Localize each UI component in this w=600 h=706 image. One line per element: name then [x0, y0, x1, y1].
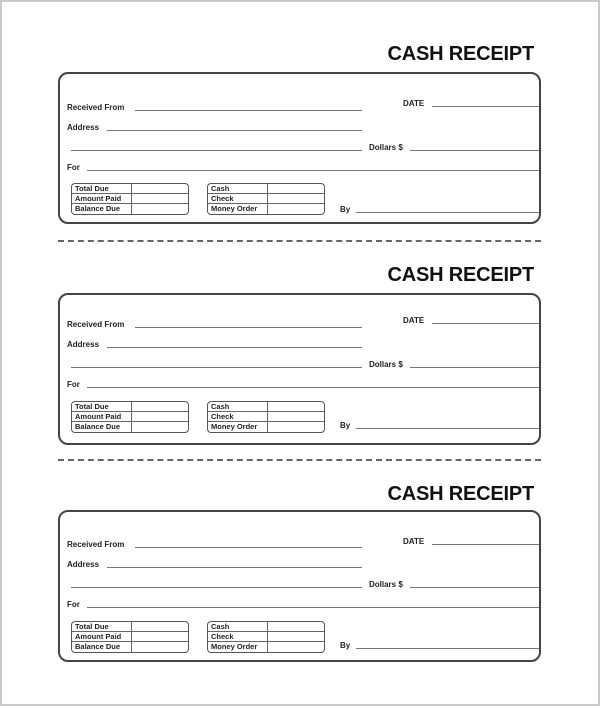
- cut-line-2: [58, 459, 541, 461]
- money-order-label: Money Order: [211, 204, 258, 213]
- for-field[interactable]: [87, 387, 539, 388]
- by-label: By: [340, 641, 351, 650]
- dollars-label: Dollars $: [369, 143, 403, 152]
- amount-table: [71, 621, 189, 653]
- balance-due-row: [72, 642, 188, 652]
- for-label: For: [67, 600, 80, 609]
- check-row: [208, 412, 324, 422]
- money-order-label: Money Order: [211, 642, 258, 651]
- amount-paid-label: Amount Paid: [75, 194, 122, 203]
- received-from-field[interactable]: [135, 110, 362, 111]
- cash-label: Cash: [211, 402, 230, 411]
- receipt-1: [0, 42, 600, 242]
- cash-row: [208, 622, 324, 632]
- amount-paid-label: Amount Paid: [75, 632, 122, 641]
- received-from-field[interactable]: [135, 547, 362, 548]
- date-field[interactable]: [432, 323, 539, 324]
- amount-paid-field[interactable]: [131, 412, 188, 422]
- dollars-field[interactable]: [410, 367, 539, 368]
- amount-table: [71, 183, 189, 215]
- cash-field[interactable]: [267, 622, 324, 632]
- check-row: [208, 632, 324, 642]
- balance-due-label: Balance Due: [75, 642, 121, 651]
- received-from-label: Received From: [67, 320, 125, 329]
- received-from-label: Received From: [67, 540, 125, 549]
- cash-label: Cash: [211, 622, 230, 631]
- address-field[interactable]: [107, 130, 362, 131]
- total-due-label: Total Due: [75, 184, 109, 193]
- money-order-label: Money Order: [211, 422, 258, 431]
- receipt-2: [0, 263, 600, 463]
- balance-due-field[interactable]: [131, 642, 188, 652]
- total-due-field[interactable]: [131, 402, 188, 412]
- cash-row: [208, 402, 324, 412]
- check-field[interactable]: [267, 194, 324, 204]
- receipt-3: [0, 482, 600, 682]
- balance-due-label: Balance Due: [75, 422, 121, 431]
- for-field[interactable]: [87, 607, 539, 608]
- money-order-field[interactable]: [267, 204, 324, 214]
- total-due-field[interactable]: [131, 184, 188, 194]
- received-from-label: Received From: [67, 103, 125, 112]
- balance-due-field[interactable]: [131, 422, 188, 432]
- for-label: For: [67, 163, 80, 172]
- cut-line-1: [58, 240, 541, 242]
- date-field[interactable]: [432, 544, 539, 545]
- check-field[interactable]: [267, 412, 324, 422]
- amount-paid-field[interactable]: [131, 194, 188, 204]
- payment-method-table: [207, 621, 325, 653]
- by-label: By: [340, 205, 351, 214]
- by-label: By: [340, 421, 351, 430]
- date-label: DATE: [403, 99, 425, 108]
- by-field[interactable]: [356, 648, 539, 649]
- total-due-row: [72, 184, 188, 194]
- address-field[interactable]: [107, 567, 362, 568]
- money-order-row: [208, 204, 324, 214]
- amount-paid-label: Amount Paid: [75, 412, 122, 421]
- payment-method-table: [207, 183, 325, 215]
- cash-label: Cash: [211, 184, 230, 193]
- balance-due-row: [72, 204, 188, 214]
- by-field[interactable]: [356, 428, 539, 429]
- date-label: DATE: [403, 537, 425, 546]
- total-due-label: Total Due: [75, 402, 109, 411]
- total-due-row: [72, 622, 188, 632]
- dollars-label: Dollars $: [369, 580, 403, 589]
- address-label: Address: [67, 340, 100, 349]
- dollars-field[interactable]: [410, 150, 539, 151]
- receipt-title: CASH RECEIPT: [387, 264, 534, 286]
- amount-paid-row: [72, 412, 188, 422]
- date-label: DATE: [403, 316, 425, 325]
- money-order-row: [208, 642, 324, 652]
- amount-paid-field[interactable]: [131, 632, 188, 642]
- address-label: Address: [67, 560, 100, 569]
- dollars-label: Dollars $: [369, 360, 403, 369]
- date-field[interactable]: [432, 106, 539, 107]
- address-line-2-field[interactable]: [71, 367, 362, 368]
- total-due-field[interactable]: [131, 622, 188, 632]
- address-label: Address: [67, 123, 100, 132]
- amount-paid-row: [72, 632, 188, 642]
- amount-paid-row: [72, 194, 188, 204]
- check-label: Check: [211, 632, 234, 641]
- balance-due-field[interactable]: [131, 204, 188, 214]
- total-due-row: [72, 402, 188, 412]
- address-line-2-field[interactable]: [71, 150, 362, 151]
- money-order-row: [208, 422, 324, 432]
- receipt-title: CASH RECEIPT: [387, 43, 534, 65]
- money-order-field[interactable]: [267, 642, 324, 652]
- check-field[interactable]: [267, 632, 324, 642]
- money-order-field[interactable]: [267, 422, 324, 432]
- check-label: Check: [211, 194, 234, 203]
- check-row: [208, 194, 324, 204]
- payment-method-table: [207, 401, 325, 433]
- for-label: For: [67, 380, 80, 389]
- balance-due-row: [72, 422, 188, 432]
- by-field[interactable]: [356, 212, 539, 213]
- check-label: Check: [211, 412, 234, 421]
- address-line-2-field[interactable]: [71, 587, 362, 588]
- for-field[interactable]: [87, 170, 539, 171]
- amount-table: [71, 401, 189, 433]
- cash-field[interactable]: [267, 402, 324, 412]
- received-from-field[interactable]: [135, 327, 362, 328]
- balance-due-label: Balance Due: [75, 204, 121, 213]
- receipt-title: CASH RECEIPT: [387, 483, 534, 505]
- dollars-field[interactable]: [410, 587, 539, 588]
- total-due-label: Total Due: [75, 622, 109, 631]
- cash-field[interactable]: [267, 184, 324, 194]
- cash-row: [208, 184, 324, 194]
- address-field[interactable]: [107, 347, 362, 348]
